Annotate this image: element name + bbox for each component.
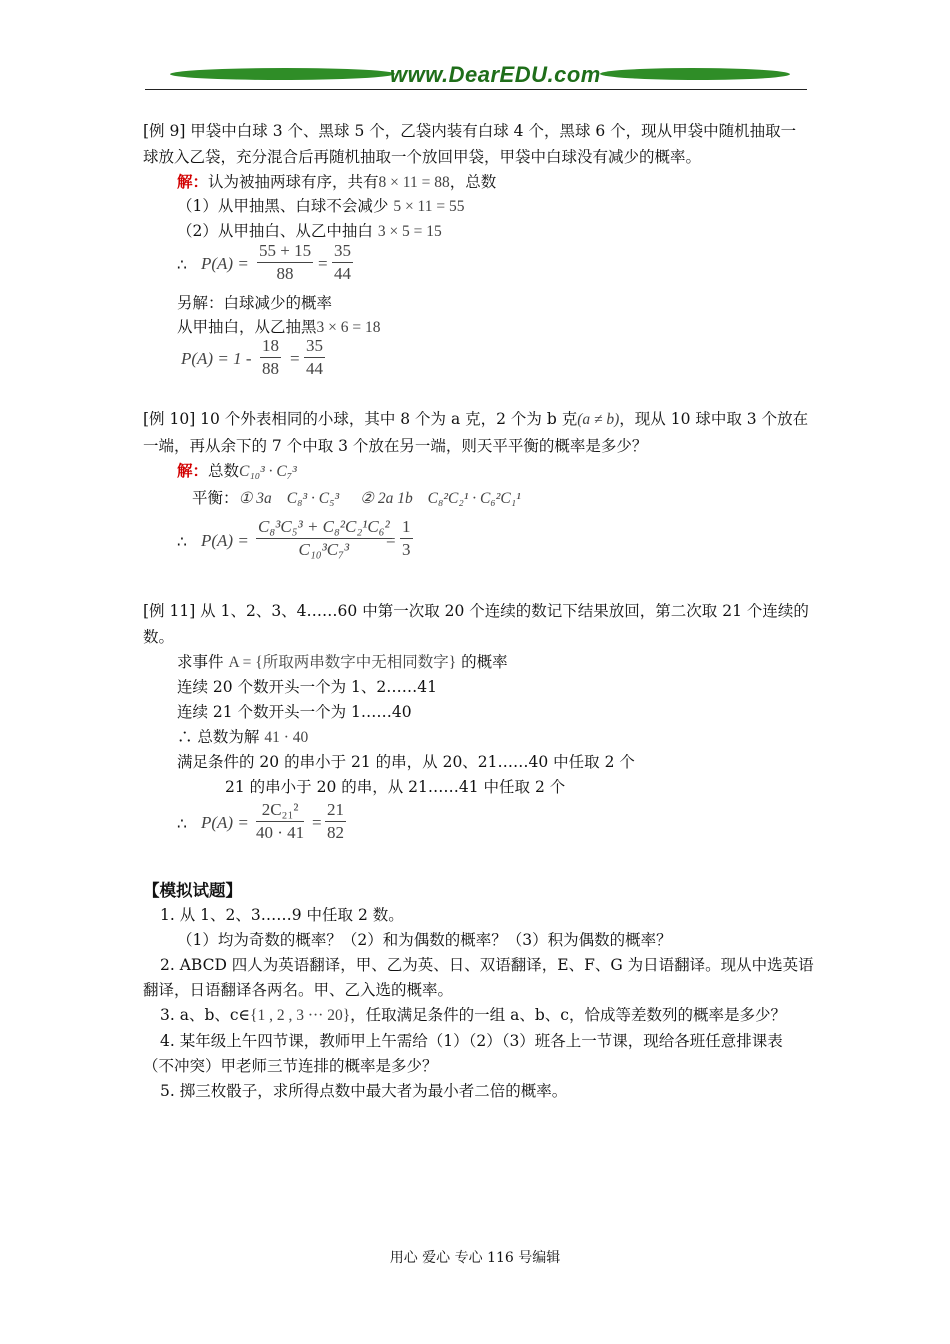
ex9-p2-fraction: $\frac{18}{88}$: [262, 336, 279, 378]
ex11-therefore: ∴: [177, 815, 187, 833]
page-header: [145, 60, 807, 92]
ex9-case2: （2）从甲抽白、从乙中抽白 3 × 5 = 15: [177, 222, 442, 240]
ex11-step4: 满足条件的 20 的串小于 21 的串，从 20、21……40 中任取 2 个: [177, 753, 635, 771]
ex11-step3: ∴ 总数为解 41 · 40: [177, 728, 309, 746]
right-swoosh-decoration: [597, 68, 793, 80]
ex10-result: $\frac{1}{3}$: [402, 517, 411, 559]
ex9-alt: 另解：白球减少的概率: [177, 294, 333, 312]
ex9-solution: 解：认为被抽两球有序，共有8 × 11 = 88，总数: [177, 172, 497, 191]
ex10-therefore: ∴: [177, 533, 187, 551]
practice-q1: 1. 从 1、2、3……9 中任取 2 数。: [160, 906, 404, 924]
ex11-p-lhs: P(A) =: [201, 813, 249, 832]
ex9-p2-eq: =: [290, 349, 300, 368]
ex9-therefore: ∴: [177, 256, 187, 274]
ex9-line2: 球放入乙袋，充分混合后再随机抽取一个放回甲袋，甲袋中白球没有减少的概率。: [143, 148, 702, 166]
practice-q4-cont: （不冲突）甲老师三节连排的概率是多少？: [143, 1057, 438, 1075]
ex9-p2-result: $\frac{35}{44}$: [306, 336, 323, 378]
practice-q2: 2. ABCD 四人为英语翻译，甲、乙为英、日、双语翻译，E、F、G 为日语翻译。现从中选英语: [160, 956, 814, 974]
page-footer: 用心 爱心 专心 116 号编辑: [389, 1250, 561, 1266]
ex10-eq: =: [386, 531, 396, 550]
ex11-line2: 数。: [143, 628, 175, 646]
ex11-step5: 21 的串小于 20 的串，从 21……41 中任取 2 个: [225, 778, 566, 796]
ex10-fraction: $\frac{\text{C₈³C₅³ + C₈²C₂¹C₆²}}{\text{C₁₀³C₇³}}$: [258, 517, 390, 559]
ex9-fraction: $\frac{55 + 15}{88}$: [259, 241, 312, 283]
header-divider: [145, 89, 807, 90]
ex9-alt2: 从甲抽白，从乙抽黑3 × 6 = 18: [177, 318, 381, 336]
ex10-line1: [例 10] 10 个外表相同的小球，其中 8 个为 a 克，2 个为 b 克(a ≠ b)，现从 10 球中取 3 个放在: [143, 410, 809, 428]
ex10-solution: 解：总数C₁₀³ · C₇³: [177, 461, 297, 480]
ex11-result: $\frac{21}{82}$: [327, 800, 344, 842]
practice-q5: 5. 掷三枚骰子，求所得点数中最大者为最小者二倍的概率。: [160, 1082, 568, 1100]
site-logo: www.DearEDU.com: [390, 62, 601, 87]
solution-label: 解：: [177, 172, 209, 191]
ex10-p-lhs: P(A) =: [201, 531, 249, 550]
ex11-step2: 连续 21 个数开头一个为 1……40: [177, 703, 412, 721]
ex11-step1: 连续 20 个数开头一个为 1、2……41: [177, 678, 437, 696]
ex9-result-fraction: $\frac{35}{44}$: [334, 241, 351, 283]
practice-title: 【模拟试题】: [143, 881, 242, 900]
ex9-p2-lhs: P(A) = 1 -: [181, 349, 252, 368]
ex11-line1: [例 11] 从 1、2、3、4……60 中第一次取 20 个连续的数记下结果放回，第二次取 21 个连续的: [143, 602, 809, 620]
ex9-p-lhs: P(A) =: [201, 254, 249, 273]
ex10-balance: 平衡：① 3a C₈³ · C₅³ ② 2a 1b C₈²C₂¹ · C₆²C₁¹: [192, 489, 521, 507]
ex11-fraction: $\frac{\text{2C₂₁²}}{40 \cdot 41}$: [256, 800, 305, 842]
practice-q4: 4. 某年级上午四节课，教师甲上午需给（1）（2）（3）班各上一节课，现给各班任意排课表: [160, 1032, 783, 1050]
practice-q1-parts: （1）均为奇数的概率？（2）和为偶数的概率？（3）积为偶数的概率？: [177, 931, 672, 949]
ex9-case1: （1）从甲抽黑、白球不会减少 5 × 11 = 55: [177, 197, 465, 215]
left-swoosh-decoration: [167, 68, 398, 80]
ex10-line2: 一端，再从余下的 7 个中取 3 个放在另一端，则天平平衡的概率是多少？: [143, 437, 648, 455]
solution-label: 解：: [177, 461, 209, 480]
ex11-eq: =: [312, 813, 322, 832]
ex11-event: 求事件 A = {所取两串数字中无相同数字} 的概率: [177, 653, 508, 671]
ex9-line1: [例 9] 甲袋中白球 3 个、黑球 5 个，乙袋内装有白球 4 个，黑球 6 个，现从甲袋中随机抽取一: [143, 122, 797, 140]
practice-q2-cont: 翻译，日语翻译各两名。甲、乙入选的概率。: [143, 981, 454, 999]
ex9-eq: =: [318, 254, 328, 273]
practice-q3: 3. a、b、c∈{1 , 2 , 3 ··· 20}，任取满足条件的一组 a、b、c，恰成等差数列的概率是多少？: [160, 1006, 786, 1024]
